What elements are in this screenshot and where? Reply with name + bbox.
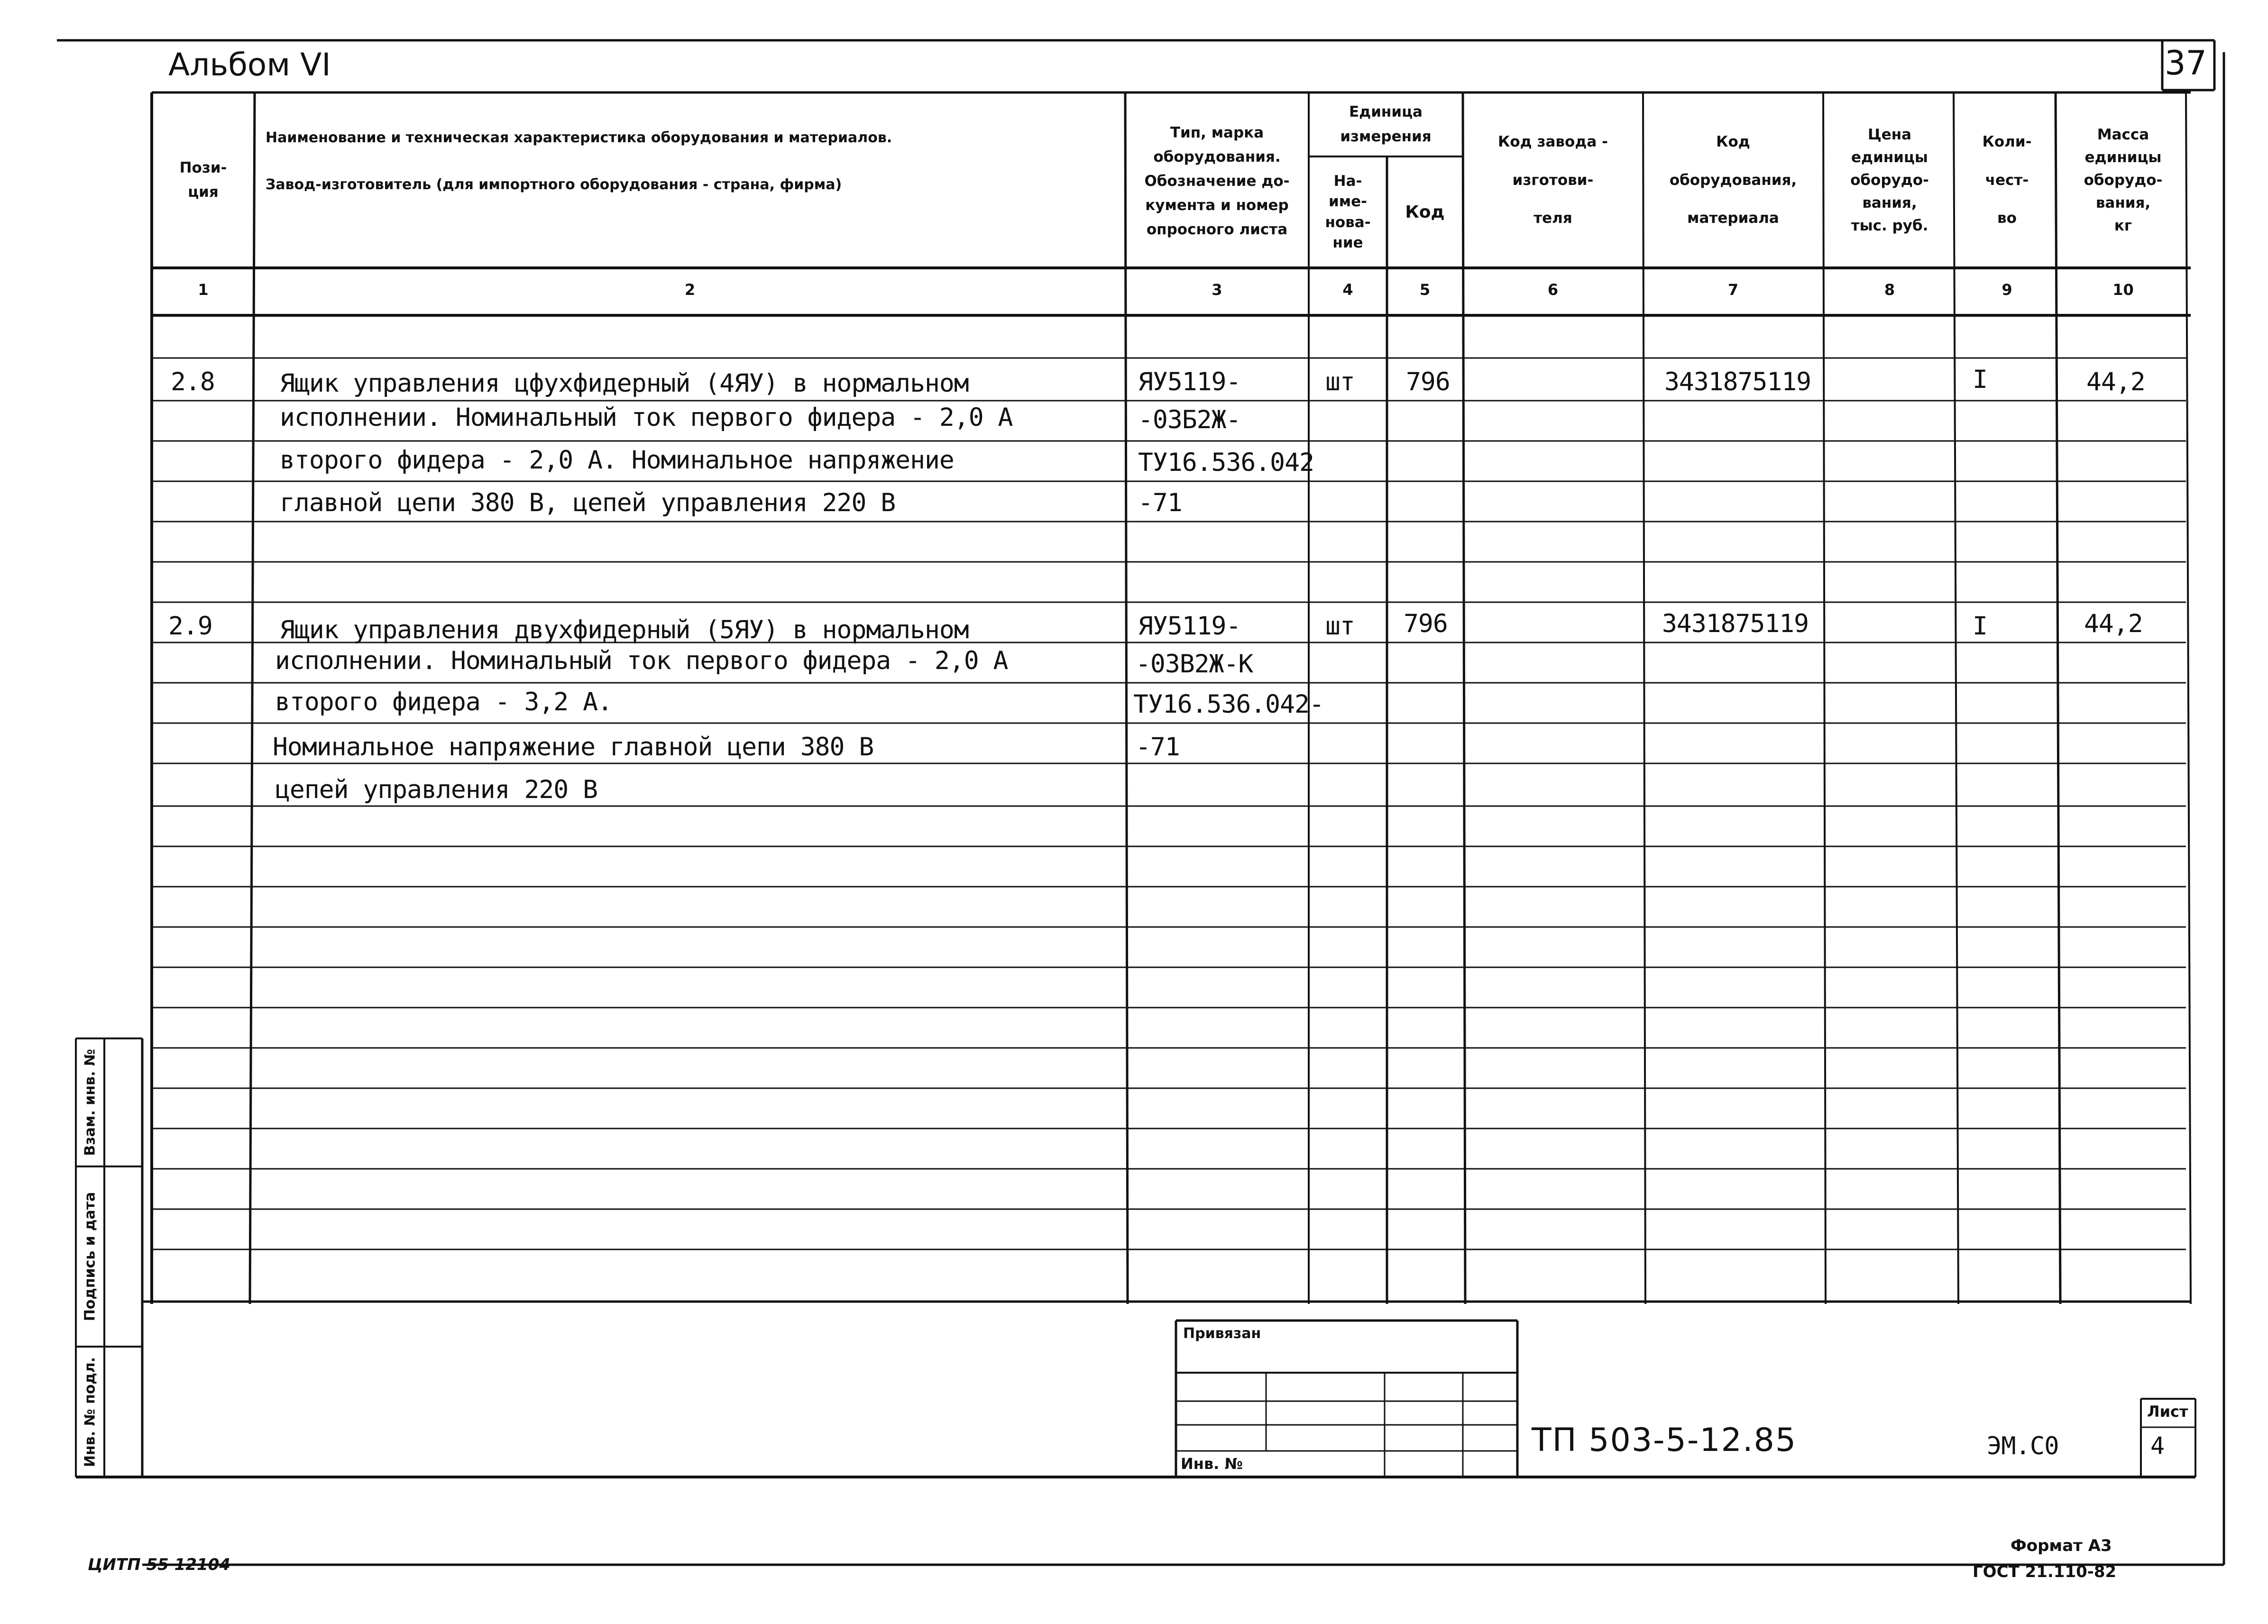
item-type-line: ТУ16.536.042 [1138, 448, 1314, 477]
stamp-doc-code: ТП 503-5-12.85 [1532, 1422, 1797, 1459]
stamp-mark: ЭМ.С0 [1987, 1432, 2059, 1460]
item-type-line: -71 [1138, 488, 1182, 517]
item-unit-code: 796 [1404, 609, 1448, 638]
item-type-line: -03В2Ж-К [1136, 650, 1253, 679]
col-number: 4 [1342, 281, 1353, 299]
item-mass: 44,2 [2086, 367, 2145, 396]
item-description-line: Ящик управления цфухфидерный (4ЯУ) в нормальном [280, 369, 969, 398]
col-number: 6 [1547, 281, 1559, 299]
item-quantity: I [1973, 612, 1987, 641]
item-type-line: ТУ16.536.042- [1133, 690, 1324, 719]
item-position: 2.8 [171, 367, 215, 396]
stamp-privyazan: Привязан [1183, 1325, 1261, 1342]
item-description-line: Ящик управления двухфидерный (5ЯУ) в нормальном [280, 615, 969, 644]
footer-format: Формат А3 [2011, 1536, 2112, 1555]
item-material-code: 3431875119 [1662, 609, 1809, 638]
col-number: 1 [198, 281, 209, 299]
item-type-line: -71 [1136, 733, 1180, 762]
item-unit-name: шт [1325, 367, 1355, 396]
col-number: 10 [2112, 281, 2134, 299]
header-col-2: Наименование и техническая характеристика оборудования и материалов. Завод-изготовитель (для импортного оборудования - страна, фирма) [266, 129, 892, 193]
item-unit-code: 796 [1406, 367, 1450, 396]
col-number: 9 [2002, 281, 2012, 299]
item-position: 2.9 [168, 612, 212, 641]
item-description-line: цепей управления 220 В [275, 775, 597, 804]
col-number: 3 [1212, 281, 1222, 299]
sheet-number: 37 [2165, 44, 2207, 83]
item-description-line: главной цепи 380 В, цепей управления 220 В [280, 488, 896, 517]
item-description-line: второго фидера - 2,0 А. Номинальное напряжение [280, 446, 954, 475]
item-description-line: второго фидера - 3,2 А. [275, 688, 612, 716]
header-col-3: Тип, марка оборудования. Обозначение до- кумента и номер опросного листа [1144, 124, 1290, 239]
side-label-inv: Инв. № подл. [82, 1357, 99, 1468]
item-description-line: исполнении. Номинальный ток первого фидера - 2,0 А [280, 403, 1013, 432]
item-type-line: -03Б2Ж- [1138, 405, 1241, 434]
header-col-4: На- име- нова- ние [1325, 172, 1371, 251]
item-material-code: 3431875119 [1664, 367, 1811, 396]
header-col-10: Масса единицы оборудо- вания, кг [2084, 126, 2163, 235]
header-col-7: Код оборудования, материала [1669, 133, 1797, 227]
col-number: 2 [684, 281, 696, 299]
col-number: 8 [1884, 281, 1895, 299]
item-mass: 44,2 [2084, 609, 2143, 638]
item-description-line: исполнении. Номинальный ток первого фидера - 2,0 А [275, 646, 1008, 675]
header-col-9: Коли- чест- во [1982, 133, 2032, 227]
header-col-4-group: Единица измерения [1340, 103, 1432, 145]
header-col-8: Цена единицы оборудо- вания, тыс. руб. [1850, 126, 1929, 235]
item-quantity: I [1973, 365, 1987, 394]
album-title: Альбом VI [168, 46, 331, 83]
header-col-6: Код завода - изготови- теля [1498, 133, 1608, 227]
col-number: 5 [1419, 281, 1431, 299]
item-type-line: ЯУ5119- [1138, 612, 1241, 641]
stamp-inv-no: Инв. № [1181, 1455, 1243, 1473]
side-label-vzam: Взам. инв. № [82, 1049, 99, 1156]
footer-left: ЦИТП 55 12104 [88, 1555, 230, 1574]
header-col-1: Пози- ция [179, 159, 227, 201]
footer-gost: ГОСТ 21.110-82 [1973, 1562, 2117, 1581]
item-description-line: Номинальное напряжение главной цепи 380 В [273, 733, 874, 762]
stamp-list-value: 4 [2150, 1432, 2165, 1459]
item-unit-name: шт [1325, 612, 1355, 641]
item-type-line: ЯУ5119- [1138, 367, 1241, 396]
side-label-podpis: Подпись и дата [82, 1192, 99, 1321]
header-col-5: Код [1405, 202, 1445, 222]
col-number: 7 [1727, 281, 1739, 299]
stamp-list-label: Лист [2147, 1403, 2188, 1421]
